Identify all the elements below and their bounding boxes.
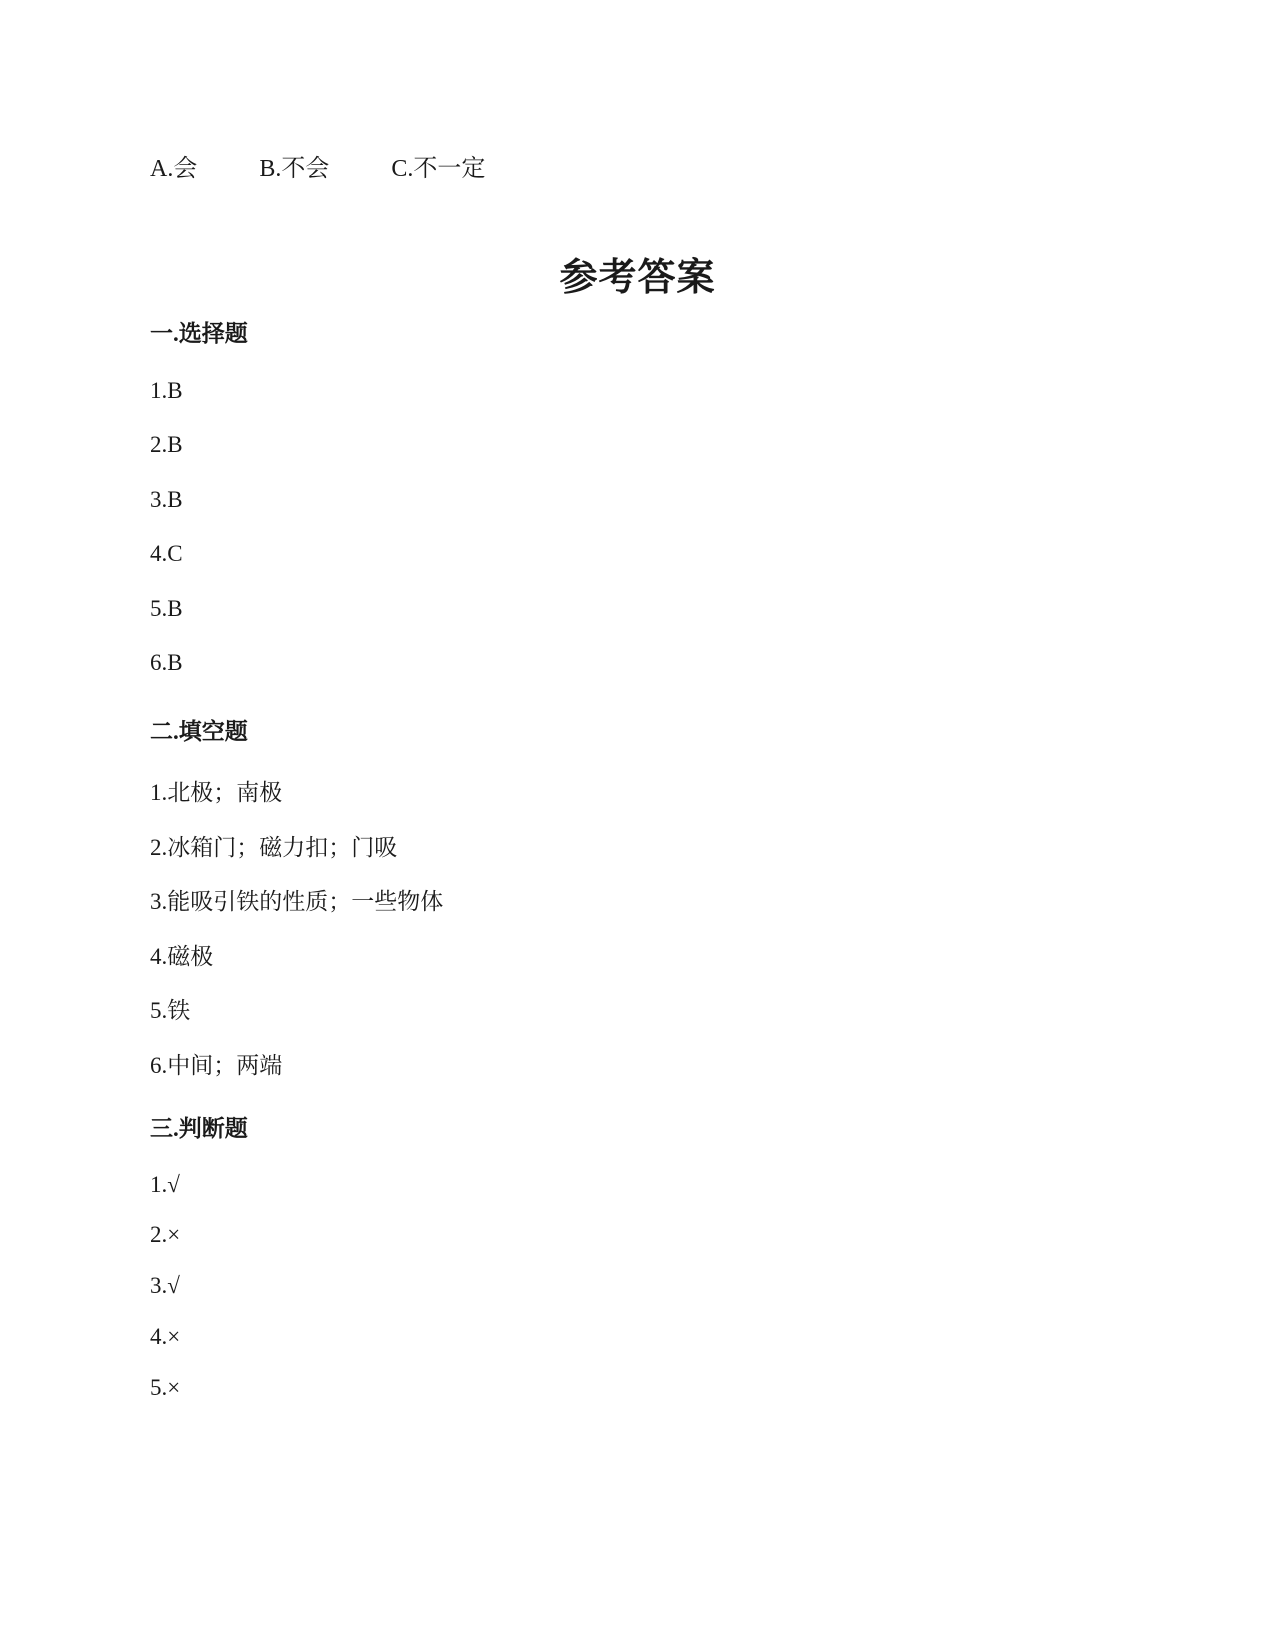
- option-a: A.会: [150, 156, 198, 182]
- answer-item: 4.×: [150, 1324, 181, 1349]
- answer-item: 3.B: [150, 487, 183, 512]
- answer-item: 5.B: [150, 596, 183, 621]
- answer-item: 1.√: [150, 1172, 180, 1197]
- question-options: [150, 148, 541, 183]
- answer-item: 5.×: [150, 1375, 181, 1400]
- answer-item: 4.磁极: [150, 944, 214, 969]
- answer-item: 3.能吸引铁的性质；一些物体: [150, 889, 444, 914]
- answer-item: 3.√: [150, 1273, 180, 1298]
- answer-item: 5.铁: [150, 998, 191, 1023]
- answer-item: 1.北极；南极: [150, 780, 283, 805]
- answer-item: 6.中间；两端: [150, 1053, 283, 1078]
- section-heading-fill-blank: 二.填空题: [150, 719, 248, 744]
- option-c: C.不一定: [391, 156, 486, 182]
- answer-item: 1.B: [150, 378, 183, 403]
- section-heading-true-false: 三.判断题: [150, 1116, 248, 1141]
- answer-key-title: 参考答案: [559, 257, 716, 299]
- answer-item: 2.×: [150, 1222, 181, 1247]
- section-heading-choice: 一.选择题: [150, 321, 248, 346]
- option-b: B.不会: [259, 156, 330, 182]
- answer-item: 4.C: [150, 541, 183, 566]
- answer-item: 2.冰箱门；磁力扣；门吸: [150, 835, 398, 860]
- answer-item: 2.B: [150, 432, 183, 457]
- answer-item: 6.B: [150, 650, 183, 675]
